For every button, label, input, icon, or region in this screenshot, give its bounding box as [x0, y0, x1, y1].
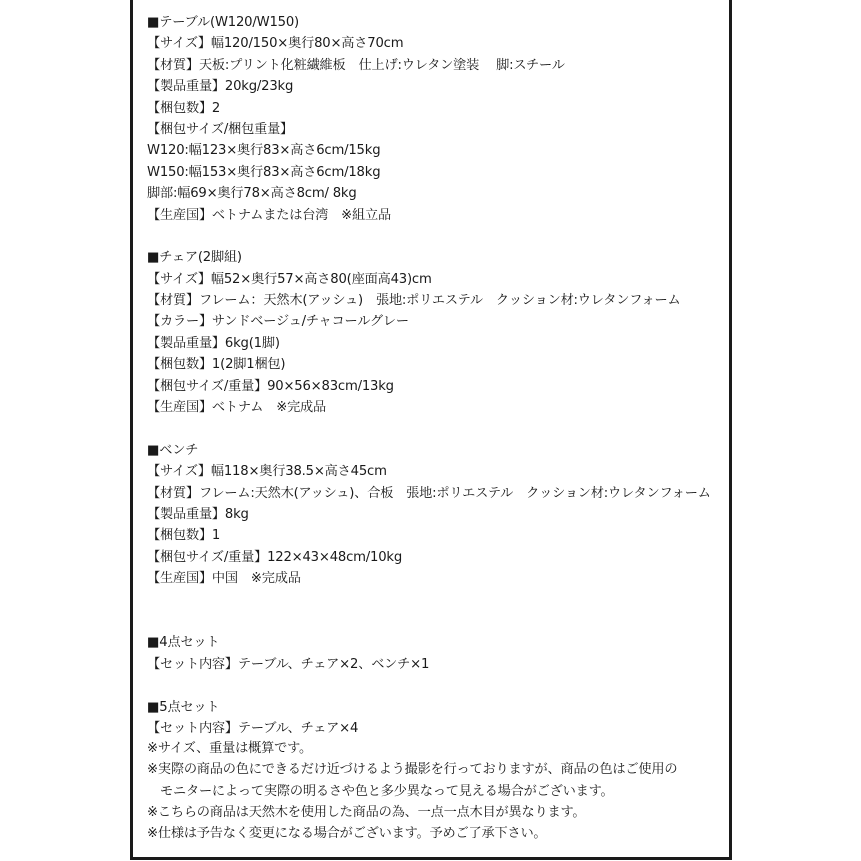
- chair-section: [147, 247, 722, 418]
- section-gap: [147, 590, 722, 611]
- chair-size: 【サイズ】幅52×奥行57×高さ80(座面高43)cm: [147, 271, 432, 287]
- section-gap: [147, 226, 722, 247]
- bench-heading: ■ベンチ: [147, 442, 199, 458]
- bench-size: 【サイズ】幅118×奥行38.5×高さ45cm: [147, 464, 387, 480]
- table-package-w120: W120:幅123×奥行83×高さ6cm/15kg: [147, 143, 381, 159]
- table-package-legs: 脚部:幅69×奥行78×高さ8cm/ 8kg: [147, 186, 357, 202]
- chair-color: 【カラー】サンドベージュ/チャコールグレー: [147, 314, 409, 330]
- note-approximate: ※サイズ、重量は概算です。: [147, 741, 312, 756]
- chair-package-size: 【梱包サイズ/重量】90×56×83cm/13kg: [147, 378, 394, 394]
- table-package-size-heading: 【梱包サイズ/梱包重量】: [147, 121, 294, 137]
- four-piece-set-section: [147, 632, 722, 675]
- five-piece-set-section: [147, 697, 722, 740]
- section-gap: [147, 611, 722, 632]
- chair-package-count: 【梱包数】1(2脚1梱包): [147, 357, 286, 373]
- table-size: 【サイズ】幅120/150×奥行80×高さ70cm: [147, 36, 404, 52]
- chair-origin: 【生産国】ベトナム ※完成品: [147, 400, 327, 416]
- bench-material: 【材質】フレーム:天然木(アッシュ)、合板 張地:ポリエステル クッション材:ウレタンフォーム: [147, 485, 711, 501]
- table-weight: 【製品重量】20kg/23kg: [147, 79, 294, 95]
- spec-content: [147, 12, 722, 739]
- four-piece-set-heading: ■4点セット: [147, 635, 220, 651]
- bench-package-size: 【梱包サイズ/重量】122×43×48cm/10kg: [147, 549, 403, 565]
- chair-weight: 【製品重量】6kg(1脚): [147, 335, 280, 351]
- bench-section: [147, 440, 722, 590]
- chair-heading: ■チェア(2脚組): [147, 250, 242, 266]
- table-section: [147, 12, 722, 226]
- chair-material: 【材質】フレーム：天然木(アッシュ) 張地:ポリエステル クッション材:ウレタンフォーム: [147, 293, 681, 309]
- table-heading: ■テーブル(W120/W150): [147, 15, 299, 30]
- notes-section: [147, 738, 722, 844]
- note-wood-grain: ※こちらの商品は天然木を使用した商品の為、一点一点木目が異なります。: [147, 804, 586, 820]
- section-gap: [147, 418, 722, 439]
- bench-weight: 【製品重量】8kg: [147, 506, 249, 522]
- bench-package-count: 【梱包数】1: [147, 528, 221, 544]
- table-package-w150: W150:幅153×奥行83×高さ6cm/18kg: [147, 164, 381, 180]
- five-piece-set-contents: 【セット内容】テーブル、チェア×4: [147, 720, 359, 736]
- section-gap: [147, 675, 722, 696]
- table-material: 【材質】天板:プリント化粧繊維板 仕上げ:ウレタン塗装 脚:スチール: [147, 57, 565, 73]
- bench-origin: 【生産国】中国 ※完成品: [147, 571, 301, 587]
- five-piece-set-heading: ■5点セット: [147, 699, 220, 715]
- table-package-count: 【梱包数】2: [147, 100, 221, 116]
- table-origin: 【生産国】ベトナムまたは台湾 ※組立品: [147, 207, 391, 223]
- note-color-2: モニターによって実際の明るさや色と多少異なって見える場合がございます。: [147, 783, 614, 799]
- four-piece-set-contents: 【セット内容】テーブル、チェア×2、ベンチ×1: [147, 656, 430, 672]
- note-color-1: ※実際の商品の色にできるだけ近づけるよう撮影を行っておりますが、商品の色はご使用の: [147, 762, 678, 778]
- note-spec-change: ※仕様は予告なく変更になる場合がございます。予めご了承下さい。: [147, 826, 547, 842]
